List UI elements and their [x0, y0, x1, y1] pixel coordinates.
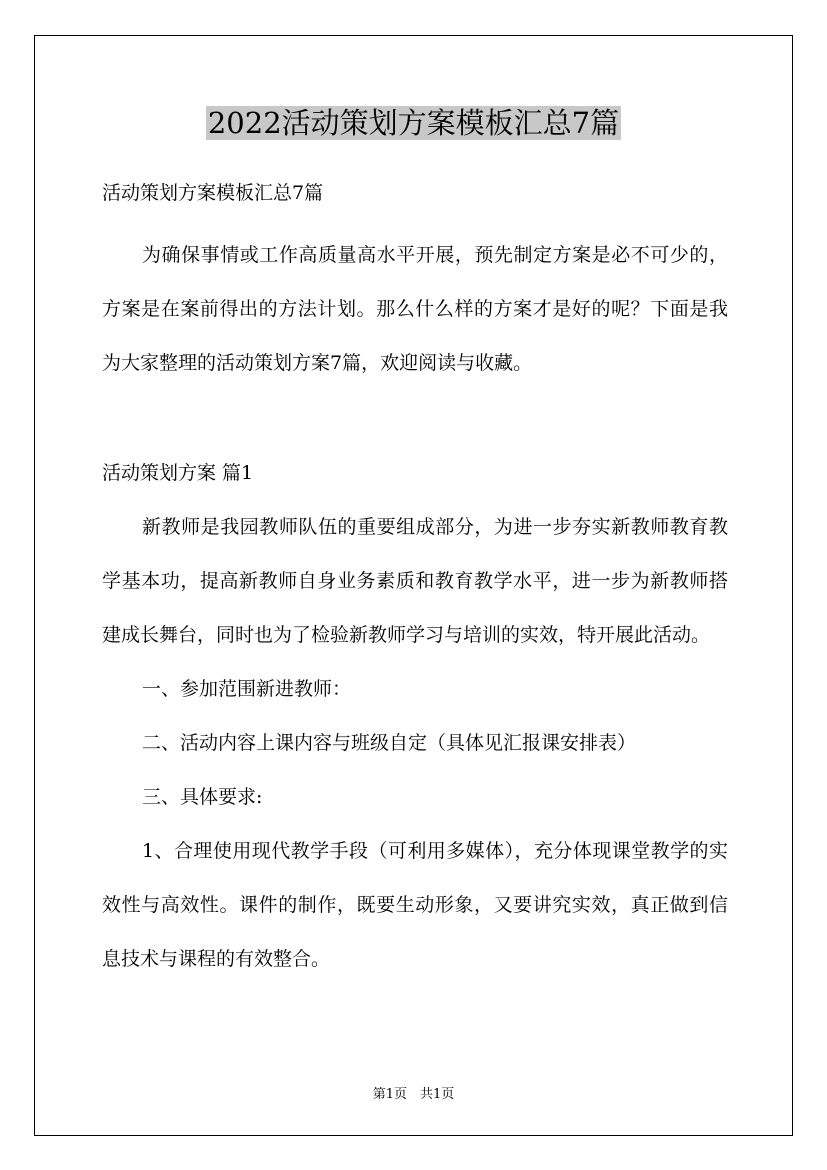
page-footer: 第1页 共1页: [372, 1087, 455, 1102]
document-title: [0, 98, 827, 148]
list-item: 一、参加范围新进教师：: [142, 678, 352, 700]
document-subtitle: 活动策划方案模板汇总7篇: [102, 182, 324, 204]
document-title-text: 2022活动策划方案模板汇总7篇: [207, 106, 620, 140]
blank-line: [102, 390, 728, 444]
document-body: [102, 173, 728, 986]
list-item: 1、合理使用现代教学手段（可利用多媒体），充分体现课堂教学的实效性与高效性。课件的制作，既要生动形象，又要讲究实效，真正做到信息技术与课程的有效整合。: [102, 840, 728, 970]
list-item: 二、活动内容上课内容与班级自定（具体见汇报课安排表）: [142, 732, 637, 754]
section-paragraph: 新教师是我园教师队伍的重要组成部分，为进一步夯实新教师教育教学基本功，提高新教师自身业务素质和教育教学水平，进一步为新教师搭建成长舞台，同时也为了检验新教师学习与培训的实效，特开展此活动。: [102, 516, 728, 646]
intro-paragraph: 为确保事情或工作高质量高水平开展，预先制定方案是必不可少的，方案是在案前得出的方法计划。那么什么样的方案才是好的呢？下面是我为大家整理的活动策划方案7篇，欢迎阅读与收藏。: [102, 244, 728, 374]
list-item: 三、具体要求:: [142, 786, 263, 808]
section-heading: 活动策划方案 篇1: [102, 462, 254, 484]
